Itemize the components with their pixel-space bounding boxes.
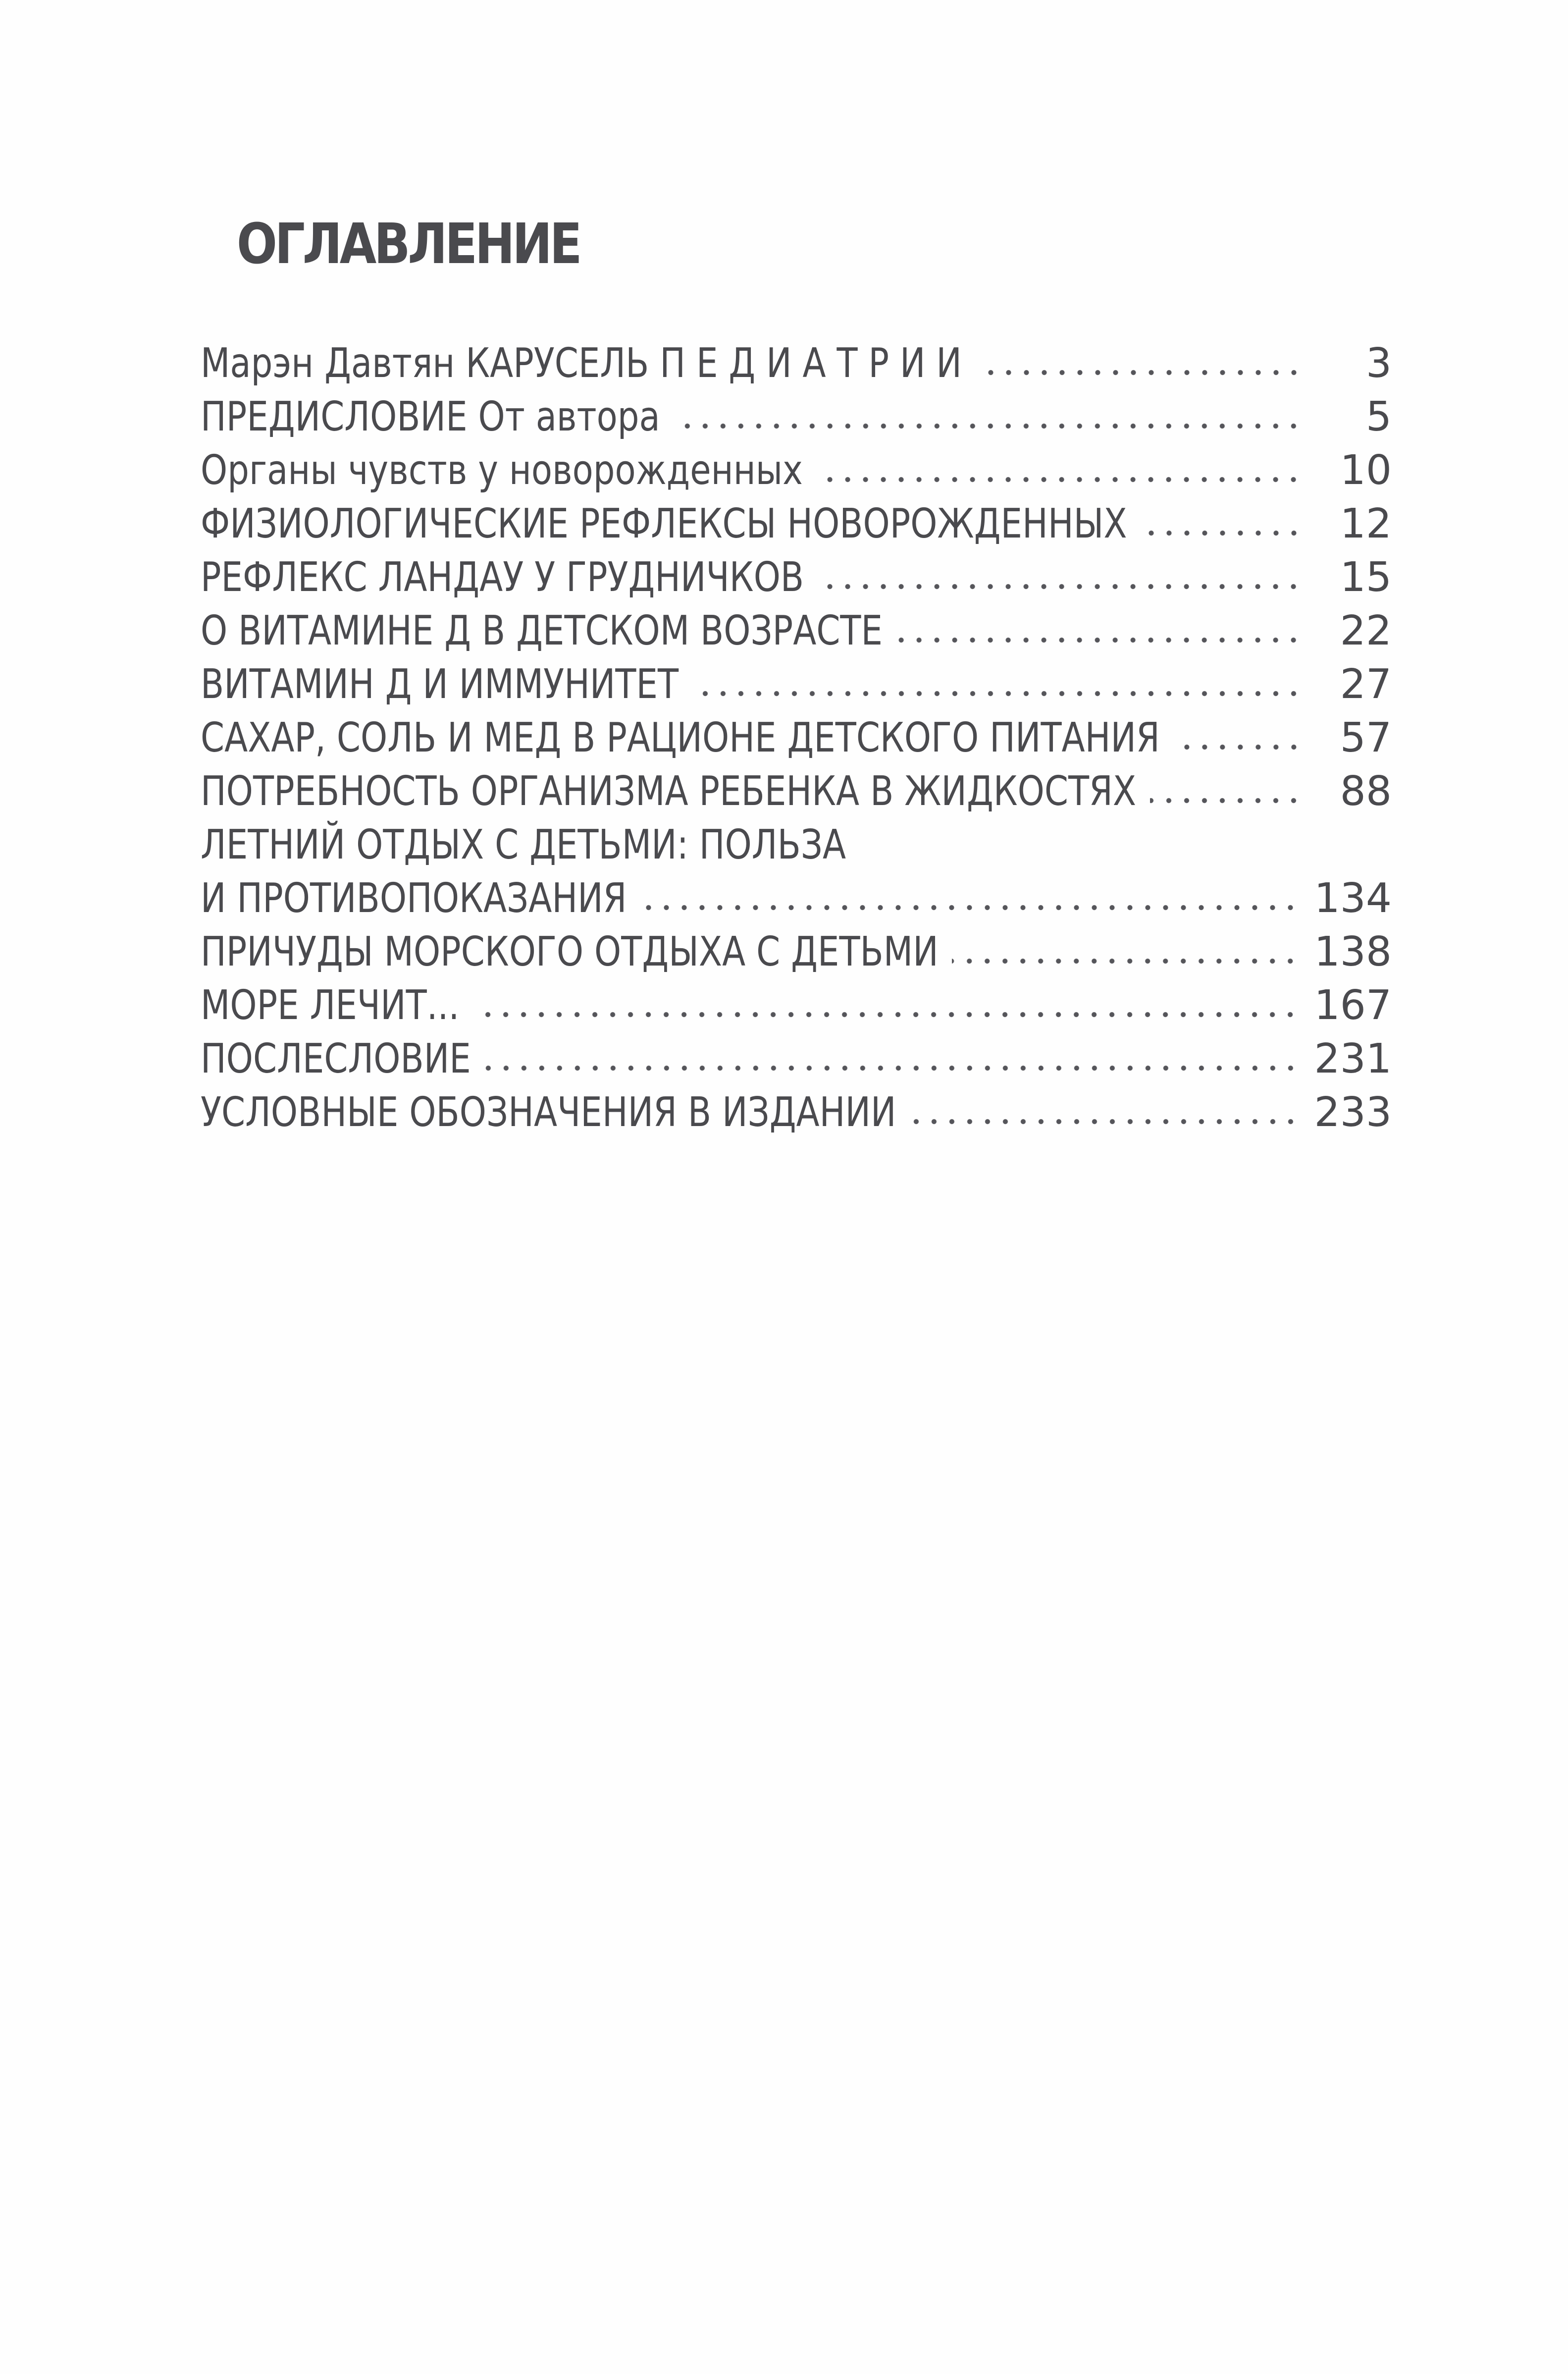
toc-title: ОГЛАВЛЕНИЕ	[237, 212, 580, 276]
toc-entry[interactable]	[201, 393, 1392, 447]
toc-entry-page: 231	[1314, 1035, 1392, 1082]
toc-entry-label: Органы чувств у новорожденных	[201, 447, 803, 494]
toc-entry-label: Марэн Давтян КАРУСЕЛЬ П Е Д И А Т Р И И	[201, 340, 962, 387]
toc-entry-page: 3	[1365, 340, 1392, 387]
toc-entry[interactable]	[201, 714, 1392, 768]
dot-leader	[952, 958, 1299, 965]
dot-leader	[816, 476, 1303, 483]
table-of-contents	[201, 340, 1392, 1142]
toc-entry[interactable]	[201, 500, 1392, 554]
toc-entry-label: ФИЗИОЛОГИЧЕСКИЕ РЕФЛЕКСЫ НОВОРОЖДЕННЫХ	[201, 500, 1127, 547]
dot-leader	[896, 637, 1303, 644]
toc-entry-label: ПОТРЕБНОСТЬ ОРГАНИЗМА РЕБЕНКА В ЖИДКОСТЯХ	[201, 768, 1137, 815]
toc-entry-page: 57	[1340, 714, 1392, 761]
dot-leader	[1150, 797, 1303, 804]
toc-entry-label: ПРЕДИСЛОВИЕ От автора	[201, 393, 660, 440]
toc-entry-label-continuation: И ПРОТИВОПОКАЗАНИЯ	[201, 875, 627, 922]
toc-entry-page: 88	[1340, 768, 1392, 815]
toc-entry[interactable]	[201, 1035, 1392, 1089]
toc-entry[interactable]	[201, 607, 1392, 661]
dot-leader	[674, 423, 1303, 430]
toc-entry-page: 134	[1314, 875, 1392, 922]
toc-entry[interactable]	[201, 1089, 1392, 1142]
toc-entry-label: О ВИТАМИНЕ Д В ДЕТСКОМ ВОЗРАСТЕ	[201, 607, 883, 654]
toc-entry[interactable]	[201, 768, 1392, 821]
dot-leader	[976, 369, 1303, 376]
dot-leader	[485, 1065, 1300, 1072]
toc-entry[interactable]	[201, 554, 1392, 607]
toc-entry-label: УСЛОВНЫЕ ОБОЗНАЧЕНИЯ В ИЗДАНИИ	[201, 1089, 896, 1136]
dot-leader	[641, 904, 1299, 911]
toc-entry-page: 10	[1340, 447, 1392, 494]
toc-entry[interactable]	[201, 982, 1392, 1035]
toc-entry[interactable]	[201, 661, 1392, 714]
dot-leader	[473, 1011, 1299, 1018]
dot-leader	[910, 1118, 1300, 1125]
toc-entry-label: ПОСЛЕСЛОВИЕ	[201, 1035, 471, 1082]
toc-entry-label: САХАР, СОЛЬ И МЕД В РАЦИОНЕ ДЕТСКОГО ПИТАНИЯ	[201, 714, 1160, 761]
toc-entry[interactable]	[201, 928, 1392, 982]
toc-entry-page: 22	[1340, 607, 1392, 654]
toc-entry-page: 5	[1365, 393, 1392, 440]
toc-entry[interactable]	[201, 821, 1392, 875]
toc-entry[interactable]	[201, 340, 1392, 393]
toc-entry-page: 27	[1340, 661, 1392, 708]
dot-leader	[1174, 744, 1303, 751]
dot-leader	[818, 583, 1303, 590]
dot-leader	[1141, 530, 1303, 537]
toc-entry-page: 138	[1314, 928, 1392, 975]
toc-entry-page: 233	[1314, 1089, 1392, 1136]
toc-entry-page: 15	[1340, 554, 1392, 601]
toc-entry-label: РЕФЛЕКС ЛАНДАУ У ГРУДНИЧКОВ	[201, 554, 804, 601]
toc-entry-page: 12	[1340, 500, 1392, 547]
toc-entry-label: ЛЕТНИЙ ОТДЫХ С ДЕТЬМИ: ПОЛЬЗА	[201, 821, 846, 868]
dot-leader	[692, 690, 1303, 697]
toc-entry-continuation[interactable]	[201, 875, 1392, 928]
toc-entry-label: МОРЕ ЛЕЧИТ...	[201, 982, 460, 1029]
toc-entry-label: ВИТАМИН Д И ИММУНИТЕТ	[201, 661, 679, 708]
toc-entry[interactable]	[201, 447, 1392, 500]
toc-entry-page: 167	[1314, 982, 1392, 1029]
toc-entry-label: ПРИЧУДЫ МОРСКОГО ОТДЫХА С ДЕТЬМИ	[201, 928, 939, 975]
